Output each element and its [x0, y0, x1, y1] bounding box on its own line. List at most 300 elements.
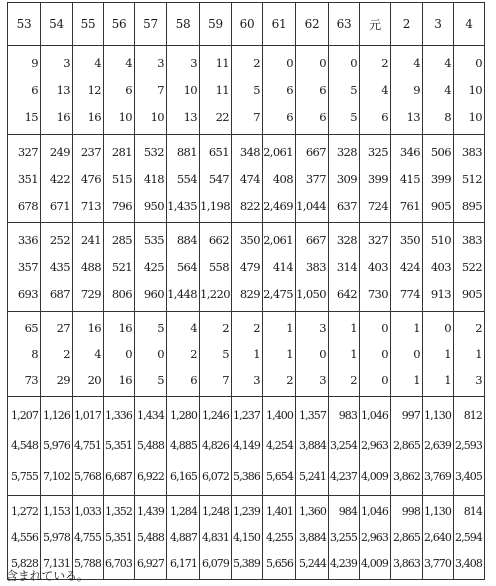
cell-value: 1,360	[299, 505, 326, 519]
table-cell	[104, 397, 135, 496]
cell-value: 403	[430, 259, 451, 274]
cell-value: 281	[111, 144, 132, 159]
column-header: 55	[73, 3, 104, 46]
cell-value: 3	[319, 321, 326, 335]
cell-value: 913	[430, 287, 451, 302]
cell-value: 1,246	[202, 408, 229, 422]
cell-value: 1,401	[266, 505, 293, 519]
cell-value: 4	[413, 55, 420, 70]
cell-value: 983	[338, 408, 357, 422]
cell-value: 2,963	[361, 530, 388, 544]
cell-value: 1,046	[361, 505, 388, 519]
cell-value: 5,488	[137, 439, 164, 453]
cell-value: 761	[399, 198, 420, 213]
cell-value: 3,884	[299, 530, 326, 544]
cell-value: 6	[319, 110, 326, 125]
cell-value: 6,171	[170, 556, 197, 570]
cell-value: 350	[399, 232, 420, 247]
cell-value: 325	[367, 144, 388, 159]
cell-value: 5,656	[266, 556, 293, 570]
cell-value: 5	[253, 82, 260, 97]
cell-value: 1,046	[361, 408, 388, 422]
cell-value: 346	[399, 144, 420, 159]
table-cell	[41, 135, 73, 223]
table-cell	[200, 312, 232, 397]
cell-value: 1,044	[296, 198, 326, 213]
table-cell	[167, 223, 200, 312]
cell-value: 336	[17, 232, 38, 247]
table-cell	[41, 312, 73, 397]
cell-value: 4,885	[170, 439, 197, 453]
cell-value: 20	[87, 373, 101, 387]
cell-value: 285	[111, 232, 132, 247]
table-cell	[104, 223, 135, 312]
table-cell	[167, 46, 200, 135]
cell-value: 4	[125, 55, 132, 70]
cell-value: 327	[367, 232, 388, 247]
cell-value: 4,556	[11, 530, 38, 544]
cell-value: 1,126	[43, 408, 70, 422]
cell-value: 10	[118, 110, 132, 125]
cell-value: 0	[350, 55, 357, 70]
cell-value: 6,922	[137, 470, 164, 484]
cell-value: 0	[319, 55, 326, 70]
cell-value: 6,079	[202, 556, 229, 570]
table-cell	[135, 397, 167, 496]
cell-value: 2	[253, 55, 260, 70]
cell-value: 3	[253, 373, 260, 387]
table-cell	[167, 496, 200, 580]
table-cell	[200, 135, 232, 223]
cell-value: 1,357	[299, 408, 326, 422]
table-cell	[73, 397, 104, 496]
cell-value: 249	[49, 144, 70, 159]
cell-value: 1,272	[11, 505, 38, 519]
table-cell	[73, 135, 104, 223]
cell-value: 5,351	[105, 530, 132, 544]
table-cell	[135, 135, 167, 223]
column-header: 59	[200, 3, 232, 46]
cell-value: 678	[17, 198, 38, 213]
cell-value: 1	[253, 347, 260, 361]
cell-value: 1	[444, 373, 451, 387]
cell-value: 237	[80, 144, 101, 159]
cell-value: 309	[336, 171, 357, 186]
cell-value: 662	[208, 232, 229, 247]
cell-value: 554	[176, 171, 197, 186]
cell-value: 667	[305, 144, 326, 159]
cell-value: 724	[367, 198, 388, 213]
cell-value: 5	[157, 321, 164, 335]
cell-value: 0	[381, 373, 388, 387]
table-cell	[263, 135, 296, 223]
cell-value: 5,386	[233, 470, 260, 484]
cell-value: 884	[176, 232, 197, 247]
cell-value: 16	[87, 110, 101, 125]
cell-value: 997	[401, 408, 420, 422]
cell-value: 3,862	[393, 470, 420, 484]
table-cell	[296, 312, 329, 397]
cell-value: 0	[381, 347, 388, 361]
table-cell	[167, 397, 200, 496]
cell-value: 4,239	[330, 556, 357, 570]
table-cell	[423, 223, 454, 312]
cell-value: 4,255	[266, 530, 293, 544]
table-cell	[329, 223, 360, 312]
cell-value: 1,017	[74, 408, 101, 422]
cell-value: 4,009	[361, 556, 388, 570]
cell-value: 15	[24, 110, 38, 125]
cell-value: 564	[176, 259, 197, 274]
cell-value: 5	[157, 373, 164, 387]
cell-value: 1	[286, 347, 293, 361]
cell-value: 6	[319, 82, 326, 97]
cell-value: 29	[56, 373, 70, 387]
column-header: 54	[41, 3, 73, 46]
cell-value: 1	[350, 347, 357, 361]
cell-value: 9	[31, 55, 38, 70]
column-header: 56	[104, 3, 135, 46]
cell-value: 4	[381, 82, 388, 97]
footer-note: 含まれている。	[6, 569, 89, 583]
table-cell	[8, 135, 41, 223]
table-cell	[73, 46, 104, 135]
cell-value: 4,755	[74, 530, 101, 544]
cell-value: 1	[413, 321, 420, 335]
cell-value: 5	[222, 347, 229, 361]
column-header: 53	[8, 3, 41, 46]
cell-value: 2	[475, 321, 482, 335]
table-cell	[391, 496, 423, 580]
cell-value: 1,435	[167, 198, 197, 213]
table-cell	[296, 223, 329, 312]
table-cell	[104, 496, 135, 580]
table-cell	[232, 223, 263, 312]
cell-value: 1,280	[170, 408, 197, 422]
table-cell	[232, 46, 263, 135]
table-cell	[454, 397, 485, 496]
cell-value: 5,768	[74, 470, 101, 484]
cell-value: 2	[350, 373, 357, 387]
cell-value: 4	[94, 55, 101, 70]
table-cell	[41, 223, 73, 312]
row-group	[8, 135, 485, 223]
cell-value: 1	[350, 321, 357, 335]
cell-value: 73	[24, 373, 38, 387]
cell-value: 905	[461, 287, 482, 302]
row-group	[8, 397, 485, 496]
cell-value: 3,254	[330, 439, 357, 453]
cell-value: 4,150	[233, 530, 260, 544]
cell-value: 522	[461, 259, 482, 274]
table-cell	[200, 496, 232, 580]
cell-value: 521	[111, 259, 132, 274]
cell-value: 3,884	[299, 439, 326, 453]
table-cell	[232, 496, 263, 580]
table-cell	[454, 223, 485, 312]
cell-value: 1,284	[170, 505, 197, 519]
cell-value: 729	[80, 287, 101, 302]
cell-value: 11	[215, 82, 229, 97]
row-group	[8, 312, 485, 397]
cell-value: 399	[430, 171, 451, 186]
cell-value: 774	[399, 287, 420, 302]
cell-value: 327	[17, 144, 38, 159]
cell-value: 535	[143, 232, 164, 247]
cell-value: 4,548	[11, 439, 38, 453]
cell-value: 2	[381, 55, 388, 70]
cell-value: 3,408	[455, 556, 482, 570]
cell-value: 414	[272, 259, 293, 274]
table-cell	[329, 46, 360, 135]
cell-value: 1,130	[424, 408, 451, 422]
cell-value: 5,976	[43, 439, 70, 453]
cell-value: 13	[183, 110, 197, 125]
cell-value: 6,687	[105, 470, 132, 484]
cell-value: 2,061	[263, 232, 293, 247]
cell-value: 3	[63, 55, 70, 70]
cell-value: 13	[406, 110, 420, 125]
cell-value: 4,826	[202, 439, 229, 453]
cell-value: 314	[336, 259, 357, 274]
cell-value: 2,594	[455, 530, 482, 544]
table-cell	[329, 397, 360, 496]
cell-value: 2	[253, 321, 260, 335]
table-cell	[423, 496, 454, 580]
cell-value: 806	[111, 287, 132, 302]
table-cell	[135, 46, 167, 135]
cell-value: 814	[463, 505, 482, 519]
cell-value: 241	[80, 232, 101, 247]
cell-value: 4,237	[330, 470, 357, 484]
table-cell	[296, 496, 329, 580]
cell-value: 0	[444, 321, 451, 335]
cell-value: 1,434	[137, 408, 164, 422]
cell-value: 796	[111, 198, 132, 213]
cell-value: 4,887	[170, 530, 197, 544]
table-cell	[167, 135, 200, 223]
cell-value: 11	[215, 55, 229, 70]
table-cell	[104, 312, 135, 397]
cell-value: 3	[319, 373, 326, 387]
cell-value: 357	[17, 259, 38, 274]
table-cell	[329, 135, 360, 223]
table-cell	[232, 397, 263, 496]
column-header: 60	[232, 3, 263, 46]
cell-value: 10	[468, 82, 482, 97]
cell-value: 7	[253, 110, 260, 125]
column-header: 58	[167, 3, 200, 46]
column-header: 62	[296, 3, 329, 46]
table-cell	[263, 397, 296, 496]
cell-value: 5	[350, 82, 357, 97]
table-cell	[329, 496, 360, 580]
cell-value: 5,351	[105, 439, 132, 453]
cell-value: 1,153	[43, 505, 70, 519]
cell-value: 1,033	[74, 505, 101, 519]
cell-value: 822	[239, 198, 260, 213]
cell-value: 1,220	[200, 287, 230, 302]
column-header: 57	[135, 3, 167, 46]
cell-value: 0	[125, 347, 132, 361]
cell-value: 425	[143, 259, 164, 274]
cell-value: 6	[31, 82, 38, 97]
cell-value: 4,149	[233, 439, 260, 453]
table-cell	[200, 46, 232, 135]
cell-value: 667	[305, 232, 326, 247]
cell-value: 532	[143, 144, 164, 159]
table-cell	[73, 312, 104, 397]
cell-value: 547	[208, 171, 229, 186]
table-cell	[263, 312, 296, 397]
cell-value: 8	[31, 347, 38, 361]
cell-value: 6	[286, 110, 293, 125]
table-cell	[454, 135, 485, 223]
table-cell	[263, 46, 296, 135]
cell-value: 1,400	[266, 408, 293, 422]
cell-value: 4,254	[266, 439, 293, 453]
table-cell	[391, 397, 423, 496]
cell-value: 1	[286, 321, 293, 335]
cell-value: 2	[190, 347, 197, 361]
cell-value: 479	[239, 259, 260, 274]
cell-value: 2,963	[361, 439, 388, 453]
cell-value: 510	[430, 232, 451, 247]
cell-value: 506	[430, 144, 451, 159]
cell-value: 418	[143, 171, 164, 186]
table-cell	[263, 496, 296, 580]
table-cell	[263, 223, 296, 312]
cell-value: 415	[399, 171, 420, 186]
cell-value: 6	[190, 373, 197, 387]
cell-value: 3,770	[424, 556, 451, 570]
cell-value: 1,239	[233, 505, 260, 519]
cell-value: 408	[272, 171, 293, 186]
cell-value: 730	[367, 287, 388, 302]
cell-value: 9	[413, 82, 420, 97]
cell-value: 7,131	[43, 556, 70, 570]
cell-value: 4	[444, 82, 451, 97]
cell-value: 1,352	[105, 505, 132, 519]
table-cell	[423, 46, 454, 135]
cell-value: 651	[208, 144, 229, 159]
cell-value: 1,448	[167, 287, 197, 302]
table-cell	[200, 397, 232, 496]
cell-value: 6,927	[137, 556, 164, 570]
table-cell	[73, 223, 104, 312]
cell-value: 6,165	[170, 470, 197, 484]
cell-value: 6,703	[105, 556, 132, 570]
table-cell	[423, 312, 454, 397]
cell-value: 383	[461, 232, 482, 247]
cell-value: 351	[17, 171, 38, 186]
table-cell	[232, 312, 263, 397]
cell-value: 5,654	[266, 470, 293, 484]
cell-value: 4,751	[74, 439, 101, 453]
cell-value: 642	[336, 287, 357, 302]
cell-value: 2,865	[393, 530, 420, 544]
cell-value: 3	[190, 55, 197, 70]
table-cell	[391, 135, 423, 223]
cell-value: 829	[239, 287, 260, 302]
cell-value: 403	[367, 259, 388, 274]
cell-value: 16	[56, 110, 70, 125]
cell-value: 3	[475, 373, 482, 387]
column-header: 2	[391, 3, 423, 46]
column-header: 元	[360, 3, 391, 46]
cell-value: 16	[87, 321, 101, 335]
row-group	[8, 46, 485, 135]
cell-value: 13	[56, 82, 70, 97]
cell-value: 512	[461, 171, 482, 186]
table-cell	[391, 46, 423, 135]
cell-value: 1	[475, 347, 482, 361]
cell-value: 474	[239, 171, 260, 186]
cell-value: 1	[413, 373, 420, 387]
cell-value: 998	[401, 505, 420, 519]
cell-value: 22	[215, 110, 229, 125]
cell-value: 4	[444, 55, 451, 70]
table-cell	[454, 312, 485, 397]
cell-value: 435	[49, 259, 70, 274]
cell-value: 0	[286, 55, 293, 70]
cell-value: 1,050	[296, 287, 326, 302]
table-cell	[8, 46, 41, 135]
table-cell	[360, 496, 391, 580]
cell-value: 65	[24, 321, 38, 335]
cell-value: 7	[222, 373, 229, 387]
cell-value: 16	[118, 321, 132, 335]
cell-value: 1,237	[233, 408, 260, 422]
cell-value: 476	[80, 171, 101, 186]
cell-value: 3,255	[330, 530, 357, 544]
cell-value: 1,248	[202, 505, 229, 519]
cell-value: 3	[157, 55, 164, 70]
cell-value: 4	[190, 321, 197, 335]
cell-value: 2,475	[263, 287, 293, 302]
table-cell	[41, 46, 73, 135]
cell-value: 1,336	[105, 408, 132, 422]
cell-value: 0	[157, 347, 164, 361]
table-cell	[391, 312, 423, 397]
table-cell	[135, 223, 167, 312]
table-cell	[296, 397, 329, 496]
cell-value: 4,831	[202, 530, 229, 544]
cell-value: 383	[305, 259, 326, 274]
cell-value: 4	[94, 347, 101, 361]
cell-value: 422	[49, 171, 70, 186]
cell-value: 383	[461, 144, 482, 159]
cell-value: 350	[239, 232, 260, 247]
table-cell	[8, 312, 41, 397]
cell-value: 5,788	[74, 556, 101, 570]
table-cell	[360, 397, 391, 496]
cell-value: 1,439	[137, 505, 164, 519]
cell-value: 2	[222, 321, 229, 335]
header-row	[8, 3, 485, 46]
table-cell	[423, 397, 454, 496]
cell-value: 10	[183, 82, 197, 97]
cell-value: 399	[367, 171, 388, 186]
cell-value: 5,244	[299, 556, 326, 570]
cell-value: 424	[399, 259, 420, 274]
cell-value: 12	[87, 82, 101, 97]
cell-value: 0	[475, 55, 482, 70]
cell-value: 2,061	[263, 144, 293, 159]
table-cell	[360, 135, 391, 223]
cell-value: 2,639	[424, 439, 451, 453]
cell-value: 950	[143, 198, 164, 213]
